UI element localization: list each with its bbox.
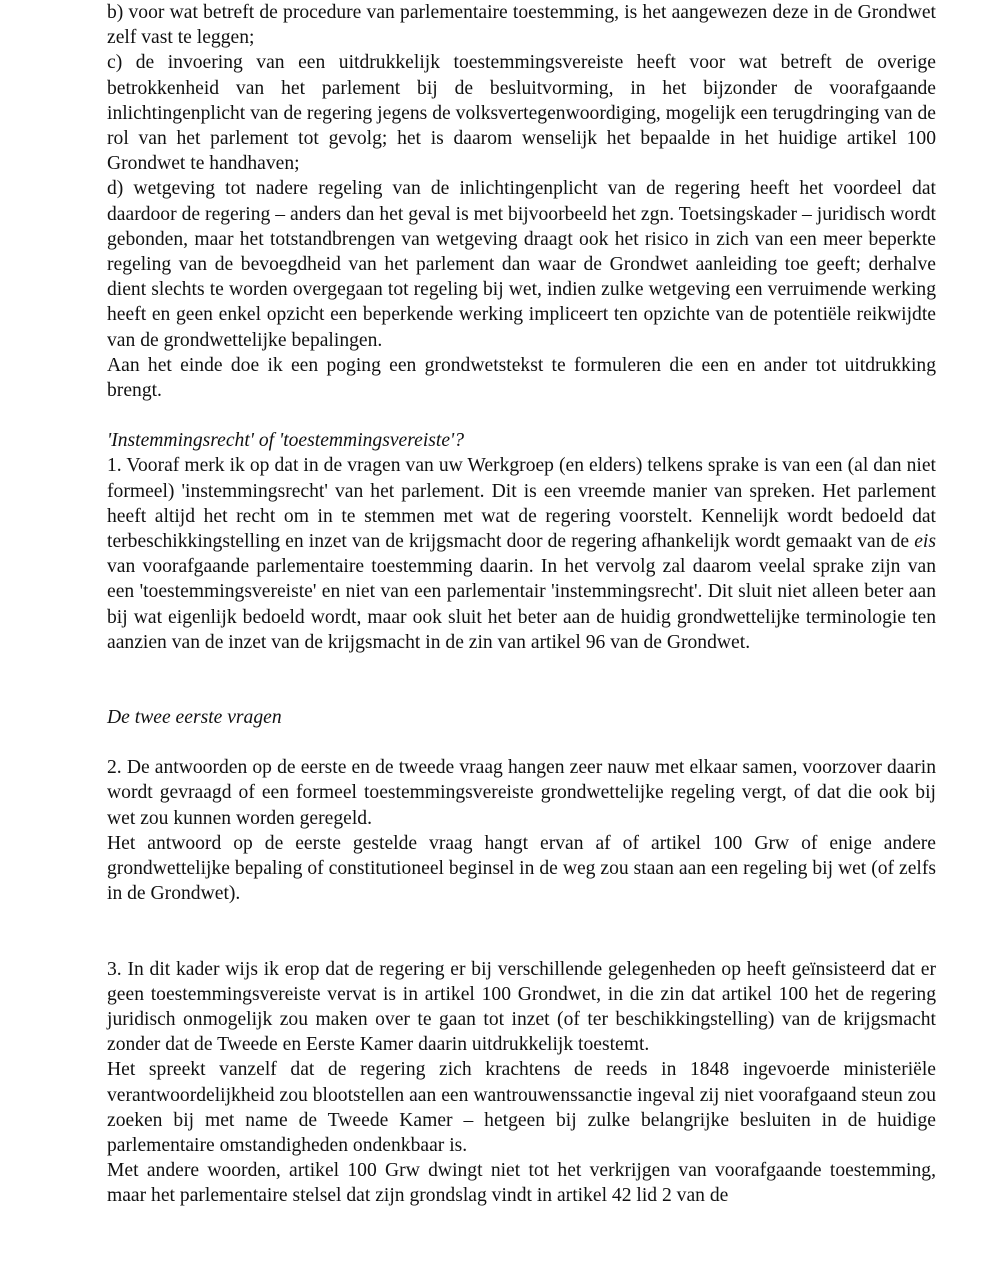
section-heading-twee-eerste-vragen: De twee eerste vragen (107, 707, 282, 729)
paragraph-3c: Met andere woorden, artikel 100 Grw dwingt niet tot het verkrijgen van voorafgaande toestemming, maar het parlementaire stelsel dat zijn grondslag vindt in artikel 42 lid 2 van de (107, 1160, 936, 1207)
paragraph-c: c) de invoering van een uitdrukkelijk toestemmingsvereiste heeft voor wat betreft de overige betrokkenheid van het parlement bij de besluitvorming, in het bijzonder de voorafgaande inlichtingenplicht van de regering jegens de volksvertegenwoordiging, mogelijk een terugdringing van de rol van het parlement tot gevolg; het is daarom wenselijk het bepaalde in het huidige artikel 100 Grondwet te handhaven; (107, 52, 936, 175)
paragraph-1-emphasis: eis (914, 531, 936, 553)
paragraph-1-text-a: 1. Vooraf merk ik op dat in de vragen van uw Werkgroep (en elders) telkens sprake is van een (al dan niet formeel) 'instemmingsrecht' van het parlement. Dit is een vreemde manier van spreken. Het parlement heeft altijd het recht om in te stemmen met wat de regering voorstelt. Kennelijk wordt bedoeld dat terbeschikkingstelling en inzet van de krijgsmacht door de regering afhankelijk wordt gemaakt van de (107, 455, 936, 553)
spacer (107, 655, 936, 705)
spacer (107, 730, 936, 755)
paragraph-1 (107, 453, 936, 655)
paragraph-3b: Het spreekt vanzelf dat de regering zich krachtens de reeds in 1848 ingevoerde ministeriële verantwoordelijkheid zou blootstellen aan een wantrouwenssanctie ingeval zij niet voorafgaand steun zou zoeken bij met name de Tweede Kamer – hetgeen bij zulke belangrijke besluiten in de huidige parlementaire omstandigheden ondenkbaar is. (107, 1059, 936, 1156)
paragraph-closing-intro: Aan het einde doe ik een poging een grondwetstekst te formuleren die een en ander tot uitdrukking brengt. (107, 354, 936, 402)
paragraph-3a: 3. In dit kader wijs ik erop dat de regering er bij verschillende gelegenheden op heeft geïnsisteerd dat er geen toestemmingsvereiste vervat is in artikel 100 Grondwet, in die zin dat artikel 100 het de regering juridisch onmogelijk zou maken over te gaan tot inzet (of ter beschikkingstelling) van de krijgsmacht zonder dat de Tweede en Eerste Kamer daarin uitdrukkelijk toestemt. (107, 958, 936, 1056)
paragraph-1-text-b: van voorafgaande parlementaire toestemming daarin. In het vervolg zal daarom veelal sprake zijn van een 'toestemmingsvereiste' en niet van een parlementair 'instemmingsrecht'. Dit sluit niet alleen beter aan bij wat eigenlijk bedoeld wordt, maar ook sluit het beter aan de huidig grondwettelijke terminologie ten aanzien van de inzet van de krijgsmacht in de zin van artikel 96 van de Grondwet. (107, 556, 936, 653)
section-heading-instemmingsrecht: 'Instemmingsrecht' of 'toestemmingsvereiste'? (107, 430, 465, 452)
paragraph-b: b) voor wat betreft de procedure van parlementaire toestemming, is het aangewezen deze in de Grondwet zelf vast te leggen; (107, 2, 936, 49)
paragraph-2a: 2. De antwoorden op de eerste en de tweede vraag hangen zeer nauw met elkaar samen, voorzover daarin wordt gevraagd of een formeel toestemmingsvereiste grondwettelijke regeling vergt, of dat die ook bij wet zou kunnen worden geregeld. (107, 757, 936, 829)
spacer (107, 907, 936, 957)
document-page (107, 0, 936, 1209)
spacer (107, 403, 936, 428)
paragraph-2b: Het antwoord op de eerste gestelde vraag hangt ervan af of artikel 100 Grw of enige andere grondwettelijke bepaling of constitutioneel beginsel in de weg zou staan aan een regeling bij wet (of zelfs in de Grondwet). (107, 832, 936, 905)
paragraph-d: d) wetgeving tot nadere regeling van de inlichtingenplicht van de regering heeft het voordeel dat daardoor de regering – anders dan het geval is met bijvoorbeeld het zgn. Toetsingskader – juridisch wordt gebonden, maar het totstandbrengen van wetgeving draagt ook het risico in zich van een meer beperkte regeling van de bevoegdheid van het parlement dan waar de Grondwet aanleiding toe geeft; derhalve dient slechts te worden overgegaan tot regeling bij wet, indien zulke wetgeving een verruimende werking heeft en geen enkel opzicht een beperkende werking impliceert ten opzichte van de potentiële reikwijdte van de grondwettelijke bepalingen. (107, 178, 936, 351)
